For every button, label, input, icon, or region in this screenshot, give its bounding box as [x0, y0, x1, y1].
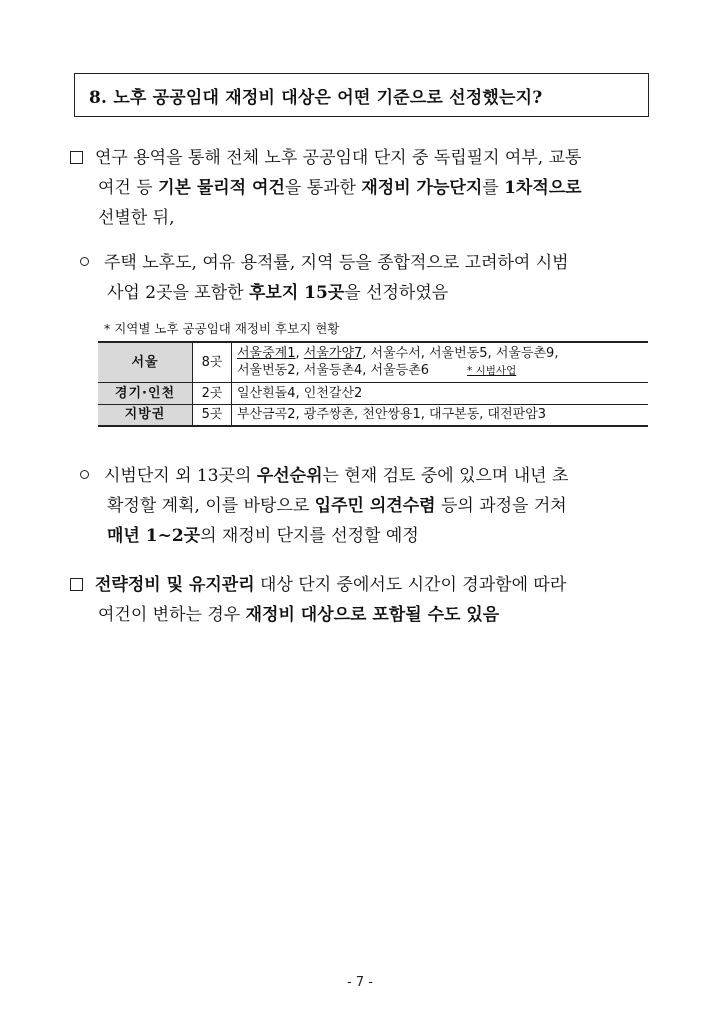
region-sites: 서울중계1, 서울가양7, 서울수서, 서울번동5, 서울등촌9, 서울번동2, 서울등촌4, 서울등촌6 * 시범사업: [232, 342, 649, 382]
pilot-note: * 시범사업: [467, 364, 517, 377]
sub-item-priority: 시범단지 외 13곳의 우선순위는 현재 검토 중에 있으며 내년 초 확정할 계획, 이를 바탕으로 입주민 의견수렴 등의 과정을 거쳐 매년 1~2곳의 재정비 단지를 선정할 예정: [80, 461, 660, 551]
square-bullet-icon: [70, 578, 83, 591]
pilot-site: 서울중계1: [237, 345, 296, 361]
circle-bullet-icon: [80, 257, 89, 266]
question-title-box: [74, 73, 649, 117]
table-row: [98, 404, 648, 426]
pilot-site: 서울가양7: [303, 345, 363, 361]
region-count: 8곳: [193, 342, 232, 382]
circle-bullet-icon: [80, 470, 89, 479]
page-number: - 7 -: [347, 975, 373, 990]
region-name: 경기·인천: [98, 382, 193, 404]
table-caption: * 지역별 노후 공공임대 재정비 후보지 현황: [104, 321, 340, 336]
region-count: 2곳: [193, 382, 232, 404]
question-title: 8. 노후 공공임대 재정비 대상은 어떤 기준으로 선정했는지?: [89, 87, 543, 108]
square-bullet-icon: [70, 151, 83, 164]
table-row: [98, 342, 648, 382]
region-name: 지방권: [98, 404, 193, 426]
table-row: [98, 382, 648, 404]
region-name: 서울: [98, 342, 193, 382]
region-count: 5곳: [193, 404, 232, 426]
region-sites: 일산흰돌4, 인천갈산2: [232, 382, 649, 404]
bullet-item-selection: 연구 용역을 통해 전체 노후 공공임대 단지 중 독립필지 여부, 교통 여건 등 기본 물리적 여건을 통과한 재정비 가능단지를 1차적으로 선별한 뒤,: [70, 143, 660, 233]
region-candidate-table: [98, 341, 648, 427]
region-sites: 부산금곡2, 광주쌍촌, 천안쌍용1, 대구본동, 대전판암3: [232, 404, 649, 426]
sub-item-candidates: 주택 노후도, 여유 용적률, 지역 등을 종합적으로 고려하여 시범 사업 2곳을 포함한 후보지 15곳을 선정하였음: [80, 248, 660, 308]
bullet-item-inclusion: 전략정비 및 유지관리 대상 단지 중에서도 시간이 경과함에 따라 여건이 변하는 경우 재정비 대상으로 포함될 수도 있음: [70, 570, 660, 630]
